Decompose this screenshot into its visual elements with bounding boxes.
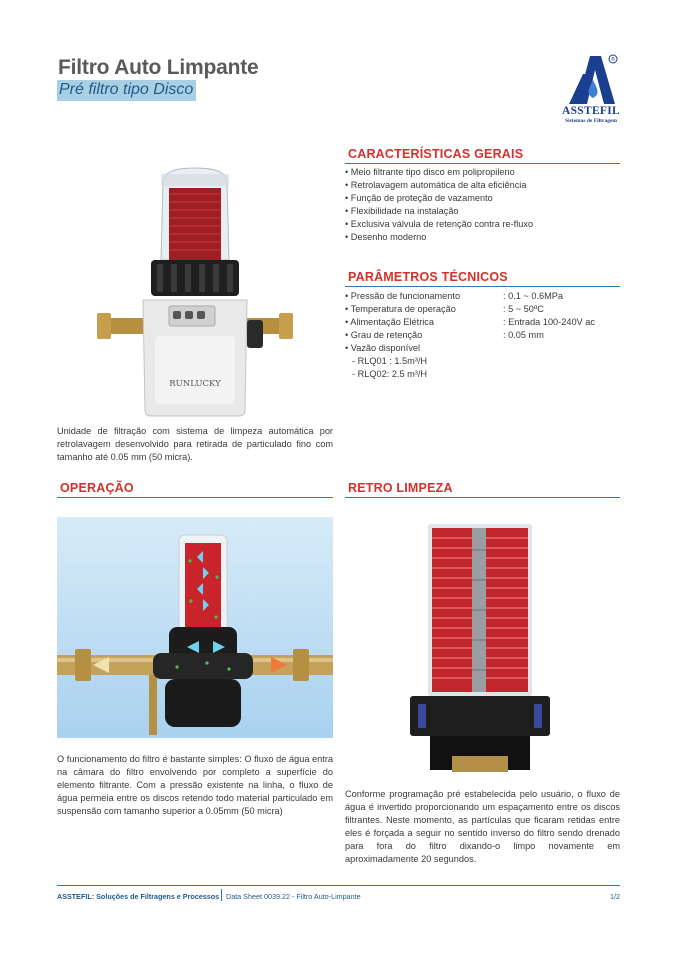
section-divider (345, 497, 620, 498)
logo-tagline: Sistemas de Filtragem (565, 118, 617, 124)
footer-company: ASSTEFIL: Soluções de Filtragens e Processos (57, 892, 220, 901)
param-label: • Temperatura de operação (345, 304, 456, 314)
list-item: • Meio filtrante tipo disco em polipropileno (345, 167, 515, 177)
intro-paragraph: Unidade de filtração com sistema de limpeza automática por retrolavagem desenvolvido para retirada de particulado fino com tamanho até 0.05 mm (50 micra). (57, 426, 333, 462)
vazao-label: • Vazão disponível (345, 343, 421, 353)
asstefil-logo (555, 50, 627, 125)
logo-mark-icon (563, 50, 621, 106)
section-divider (57, 497, 333, 498)
retro-title: RETRO LIMPEZA (348, 481, 453, 495)
list-item: • Retrolavagem automática de alta eficiência (345, 180, 527, 190)
page-subtitle: Pré filtro tipo Disco (57, 80, 196, 101)
footer-page-number: 1/2 (610, 892, 620, 901)
list-item: • Função de proteção de vazamento (345, 193, 493, 203)
svg-text:®: ® (610, 57, 616, 64)
param-label: • Grau de retenção (345, 330, 423, 340)
list-item: • Exclusiva válvula de retenção contra re-fluxo (345, 219, 534, 229)
product-label: RUNLUCKY (169, 379, 221, 389)
page-title: Filtro Auto Limpante (58, 56, 259, 79)
list-item: • Desenho moderno (345, 232, 427, 242)
retro-diagram (400, 520, 560, 772)
operacao-title: OPERAÇÃO (60, 481, 134, 495)
caracteristicas-title: CARACTERÍSTICAS GERAIS (348, 147, 524, 161)
param-value: : 0.1 ~ 0.6MPa (503, 291, 564, 301)
parametros-title: PARÂMETROS TÉCNICOS (348, 270, 508, 284)
list-item: • Flexibilidade na instalação (345, 206, 459, 216)
footer-divider (57, 885, 620, 886)
vazao-item: - RLQ01 : 1.5m³/H (352, 356, 428, 366)
section-divider (345, 163, 620, 164)
operacao-diagram (57, 517, 333, 738)
param-label: • Pressão de funcionamento (345, 291, 461, 301)
product-image (95, 160, 295, 420)
param-label: • Alimentação Elétrica (345, 317, 435, 327)
operacao-paragraph: O funcionamento do filtro é bastante simples: O fluxo de água entra na câmara do filtro envolvendo por completo a superfície do elemento filtrante. Com a pressão existente na linha, o fluxo de água permeia entre os discos retendo todo material particulado em suspensão com tamanho superior a 0.05mm (50 micra) (57, 754, 333, 816)
section-divider (345, 286, 620, 287)
vazao-item: - RLQ02: 2.5 m³/H (352, 369, 428, 379)
footer-document-id: Data Sheet 0039.22 - Filtro Auto-Limpante (226, 892, 361, 901)
retro-paragraph: Conforme programação pré estabelecida pelo usuário, o fluxo de água é invertido proporcionando um espaçamento entre os discos filtrantes. Neste momento, as partículas que ficaram retidas entre eles é forçada a seguir no sentido inverso do filtro sendo drenado para fora do filtro dixando-o limpo novamente em aproximadamente 20 segundos. (345, 789, 620, 864)
footer-separator (221, 889, 222, 901)
param-value: : Entrada 100-240V ac (503, 317, 595, 327)
param-value: : 5 ~ 50ºC (503, 304, 544, 314)
logo-brand-text: ASSTEFIL (561, 105, 620, 117)
param-value: : 0.05 mm (503, 330, 544, 340)
